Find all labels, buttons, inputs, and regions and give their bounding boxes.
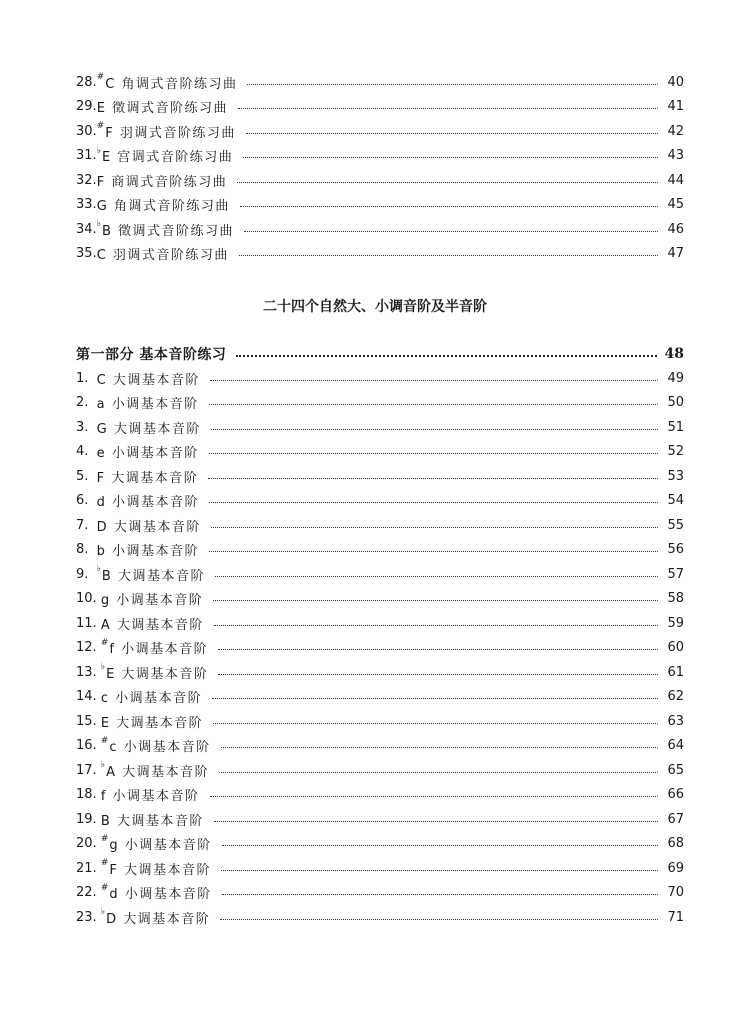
dot-leader (212, 698, 658, 699)
dot-leader (240, 206, 658, 207)
entry-title: E 大调基本音阶 (100, 715, 204, 731)
entry-number: 6. (76, 493, 97, 509)
entry-page-number: 69 (667, 860, 684, 876)
entry-title: d 小调基本音阶 (96, 495, 200, 511)
entry-title: g 小调基本音阶 (100, 593, 204, 609)
dot-leader (221, 747, 658, 748)
entry-title: d 小调基本音阶 (109, 887, 212, 903)
toc-entry[interactable] (76, 489, 684, 514)
entry-page-number: 54 (667, 493, 684, 509)
entry-title: C 大调基本音阶 (96, 372, 200, 388)
entry-title: G 大调基本音阶 (96, 421, 201, 437)
entry-title: f 小调基本音阶 (109, 642, 209, 658)
entry-title: g 小调基本音阶 (109, 838, 212, 854)
entry-page-number: 66 (667, 787, 684, 803)
dot-leader (222, 894, 658, 895)
toc-entry[interactable] (76, 856, 684, 881)
toc-entry[interactable] (76, 807, 684, 832)
part-title: 第一部分 基本音阶练习 (76, 347, 227, 363)
toc-entry[interactable] (76, 391, 684, 416)
toc-entry[interactable] (76, 660, 684, 685)
entry-title: F 大调基本音阶 (109, 862, 211, 878)
toc-entry[interactable] (76, 758, 684, 783)
entry-title: F 商调式音阶练习曲 (96, 174, 228, 190)
entry-page-number: 43 (667, 148, 684, 164)
toc-entry[interactable] (76, 905, 684, 930)
entry-number: 28. (76, 74, 97, 90)
toc-entry[interactable] (76, 881, 684, 906)
dot-leader (243, 157, 658, 158)
entry-page-number: 70 (667, 885, 684, 901)
toc-entry[interactable] (76, 168, 684, 193)
entry-title: A 大调基本音阶 (100, 617, 204, 633)
toc-top-list (76, 70, 684, 266)
entry-number: 2. (76, 395, 97, 411)
entry-number: 32. (76, 172, 97, 188)
dot-leader (208, 478, 658, 479)
toc-entry[interactable] (76, 513, 684, 538)
entry-page-number: 71 (667, 909, 684, 925)
dot-leader (210, 380, 658, 381)
entry-page-number: 58 (667, 591, 684, 607)
toc-entry[interactable] (76, 415, 684, 440)
entry-title: F 大调基本音阶 (96, 470, 199, 486)
entry-number: 18. (76, 787, 101, 803)
entry-number: 19. (76, 811, 101, 827)
entry-page-number: 47 (667, 246, 684, 262)
dot-leader (219, 772, 658, 773)
entry-title: E 徵调式音阶练习曲 (96, 101, 229, 117)
entry-number: 35. (76, 246, 97, 262)
entry-number: 4. (76, 444, 97, 460)
entry-page-number: 61 (667, 664, 684, 680)
accidental-mark: # (100, 882, 109, 893)
accidental-mark: # (100, 858, 109, 869)
dot-leader (239, 255, 658, 256)
entry-page-number: 51 (667, 419, 684, 435)
entry-page-number: 65 (667, 762, 684, 778)
toc-entry[interactable] (76, 587, 684, 612)
dot-leader (236, 355, 656, 357)
entry-title: f 小调基本音阶 (100, 789, 200, 805)
accidental-mark: ♭ (100, 662, 106, 673)
toc-entry[interactable] (76, 783, 684, 808)
entry-number: 22. (76, 885, 101, 901)
accidental-mark: # (100, 833, 109, 844)
entry-number: 30. (76, 123, 97, 139)
dot-leader (237, 182, 658, 183)
accidental-mark: # (96, 72, 105, 83)
entry-number: 13. (76, 664, 101, 680)
entry-title: B 大调基本音阶 (101, 568, 205, 584)
entry-number: 7. (76, 517, 97, 533)
dot-leader (213, 600, 658, 601)
entry-page-number: 56 (667, 542, 684, 558)
entry-title: b 小调基本音阶 (96, 544, 200, 560)
entry-number: 17. (76, 762, 101, 778)
entry-number: 8. (76, 542, 97, 558)
entry-number: 15. (76, 713, 101, 729)
toc-entry[interactable] (76, 95, 684, 120)
toc-entry[interactable] (76, 217, 684, 242)
entry-page-number: 68 (667, 836, 684, 852)
entry-title: c 小调基本音阶 (109, 740, 211, 756)
entry-title: E 大调基本音阶 (106, 666, 209, 682)
entry-title: G 角调式音阶练习曲 (96, 199, 230, 215)
entry-page-number: 46 (667, 221, 684, 237)
entry-page-number: 50 (667, 395, 684, 411)
entry-number: 20. (76, 836, 101, 852)
toc-entry[interactable] (76, 144, 684, 169)
entry-page-number: 49 (667, 370, 684, 386)
toc-entry[interactable] (76, 832, 684, 857)
entry-number: 5. (76, 468, 97, 484)
entry-title: C 角调式音阶练习曲 (105, 76, 238, 92)
entry-number: 31. (76, 148, 97, 164)
dot-leader (211, 429, 658, 430)
entry-page-number: 57 (667, 566, 684, 582)
toc-entry[interactable] (76, 611, 684, 636)
entry-title: B 徵调式音阶练习曲 (101, 223, 234, 239)
dot-leader (247, 84, 658, 85)
dot-leader (209, 502, 658, 503)
entry-page-number: 40 (667, 74, 684, 90)
toc-entry[interactable] (76, 538, 684, 563)
toc-part-heading (76, 340, 684, 368)
entry-title: D 大调基本音阶 (96, 519, 201, 535)
dot-leader (210, 796, 658, 797)
toc-entry[interactable] (76, 636, 684, 661)
entry-title: D 大调基本音阶 (106, 911, 211, 927)
entry-page-number: 42 (667, 123, 684, 139)
entry-page-number: 45 (667, 197, 684, 213)
entry-title: A 大调基本音阶 (106, 764, 210, 780)
toc-entry[interactable] (76, 734, 684, 759)
dot-leader (246, 133, 658, 134)
toc-entry[interactable] (76, 685, 684, 710)
dot-leader (238, 108, 658, 109)
accidental-mark: ♭ (96, 219, 101, 230)
accidental-mark: ♭ (100, 907, 106, 918)
entry-page-number: 41 (667, 99, 684, 115)
entry-number: 10. (76, 591, 101, 607)
entry-number: 16. (76, 738, 101, 754)
toc-entry[interactable] (76, 242, 684, 267)
toc-entry[interactable] (76, 440, 684, 465)
entry-number: 33. (76, 197, 97, 213)
entry-number: 21. (76, 860, 101, 876)
toc-entry[interactable] (76, 193, 684, 218)
entry-number: 23. (76, 909, 101, 925)
toc-entry[interactable] (76, 119, 684, 144)
part-row[interactable] (76, 340, 684, 368)
dot-leader (209, 404, 658, 405)
dot-leader (214, 821, 658, 822)
entry-page-number: 67 (667, 811, 684, 827)
entry-title: C 羽调式音阶练习曲 (96, 248, 229, 264)
entry-title: B 大调基本音阶 (100, 813, 204, 829)
toc-entry[interactable] (76, 70, 684, 95)
dot-leader (220, 919, 658, 920)
dot-leader (215, 576, 658, 577)
entry-page-number: 52 (667, 444, 684, 460)
entry-page-number: 44 (667, 172, 684, 188)
entry-number: 12. (76, 640, 101, 656)
accidental-mark: # (100, 637, 109, 648)
accidental-mark: # (96, 121, 105, 132)
part-page-number: 48 (664, 346, 684, 362)
entry-page-number: 62 (667, 689, 684, 705)
entry-number: 34. (76, 221, 97, 237)
dot-leader (211, 527, 658, 528)
accidental-mark: ♭ (96, 145, 101, 156)
entry-page-number: 59 (667, 615, 684, 631)
accidental-mark: ♭ (100, 760, 106, 771)
dot-leader (218, 649, 658, 650)
accidental-mark: # (100, 735, 109, 746)
dot-leader (213, 723, 658, 724)
dot-leader (221, 870, 658, 871)
toc-entry[interactable] (76, 366, 684, 391)
toc-entry[interactable] (76, 709, 684, 734)
entry-page-number: 64 (667, 738, 684, 754)
entry-number: 1. (76, 370, 97, 386)
entry-title: a 小调基本音阶 (96, 397, 199, 413)
dot-leader (209, 551, 658, 552)
entry-title: F 羽调式音阶练习曲 (105, 125, 236, 141)
entry-number: 9. (76, 566, 97, 582)
entry-page-number: 60 (667, 640, 684, 656)
entry-number: 14. (76, 689, 101, 705)
section-heading: 二十四个自然大、小调音阶及半音阶 (263, 299, 487, 315)
entry-title: E 宫调式音阶练习曲 (101, 150, 234, 166)
accidental-mark: ♭ (96, 564, 101, 575)
toc-entry[interactable] (76, 464, 684, 489)
entry-title: c 小调基本音阶 (100, 691, 203, 707)
dot-leader (214, 625, 658, 626)
entry-page-number: 55 (667, 517, 684, 533)
entry-number: 11. (76, 615, 101, 631)
entry-title: e 小调基本音阶 (96, 446, 199, 462)
entry-page-number: 53 (667, 468, 684, 484)
toc-main-list (76, 366, 684, 930)
entry-number: 3. (76, 419, 97, 435)
entry-page-number: 63 (667, 713, 684, 729)
dot-leader (222, 845, 658, 846)
entry-number: 29. (76, 99, 97, 115)
dot-leader (209, 453, 658, 454)
toc-entry[interactable] (76, 562, 684, 587)
dot-leader (218, 674, 658, 675)
dot-leader (244, 231, 658, 232)
